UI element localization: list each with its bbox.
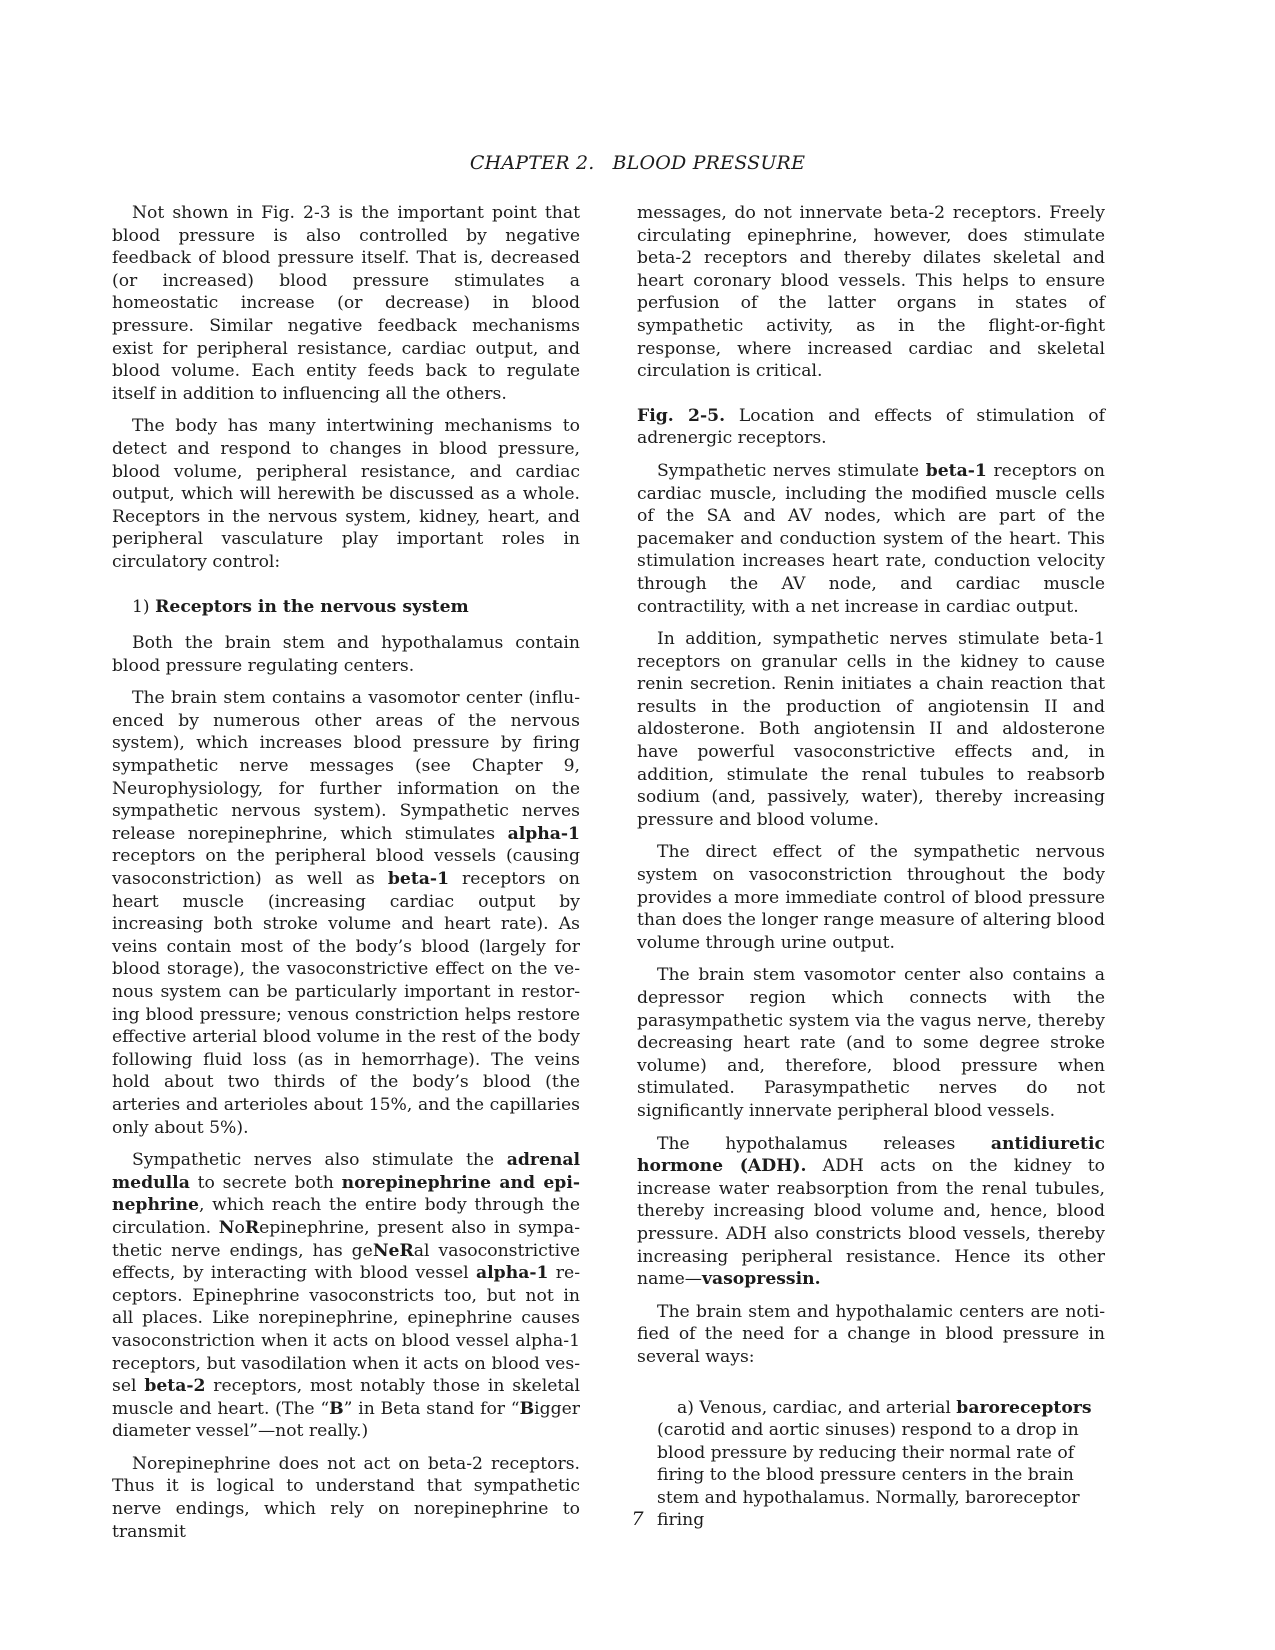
paragraph-vasomotor-center: [112, 687, 580, 1139]
paragraph-negative-feedback: Not shown in Fig. 2-3 is the important point that blood pressure is also controlled by negative feedback of blood pressure itself. That is, decreased (or increased) blood pressure stimulates a homeostatic increase (or decrease) in blood pressure. Similar negative feedback mechanisms exist for peripheral resistance, cardiac output, and blood volume. Each entity feeds back to regulate itself in addition to influencing all the others.: [112, 203, 580, 404]
paragraph-renin: In addition, sympathetic nerves stimulate beta-1 receptors on granular cells in the kidney to cause renin secretion. Renin initiates a chain reaction that results in the production of angiotensin II and aldosterone. Both angiotensin II and aldosterone have powerful vasoconstrictive effects and, in addition, stimulate the renal tubules to reabsorb sodium (and, passively, water), thereby increasing pressure and blood volume.: [637, 629, 1105, 830]
text-run: receptors on cardiac muscle, including the modified muscle cells of the SA and AV nodes, which are part of the pacemaker and conduction system of the heart. This stimulation increases heart rate, conduction velocity through the AV node, and cardiac muscle contractility, with a net increase in cardiac output.: [637, 460, 1105, 617]
text-run: ” in Beta stand for “: [343, 1398, 520, 1419]
text-run: , which reach the entire body through the circulation.: [112, 1195, 580, 1238]
paragraph-norepinephrine-beta2: Norepinephrine does not act on beta-2 receptors. Thus it is logical to understand that sympathetic nerve endings, which rely on norepinephrine to transmit: [112, 1453, 580, 1542]
section-title: Receptors in the nervous system: [155, 596, 469, 617]
text-run: receptors, most notably those in skeletal muscle and heart. (The “: [112, 1376, 581, 1419]
running-header: [0, 152, 1275, 174]
bold-term: R: [244, 1217, 260, 1238]
paragraph-notification: The brain stem and hypothalamic centers are notified of the need for a change in blood pressure in several ways:: [637, 1301, 1105, 1367]
bold-term: alpha-1: [507, 823, 580, 844]
bold-term: alpha-1: [476, 1263, 549, 1284]
chapter-title: BLOOD PRESSURE: [612, 152, 806, 174]
bold-term: beta-1: [387, 869, 450, 890]
bold-term: beta-1: [925, 460, 987, 481]
bold-term: baroreceptors: [956, 1397, 1092, 1418]
paragraph-depressor-region: The brain stem vasomotor center also contains a depressor region which connects with the parasympathetic system via the vagus nerve, thereby decreasing heart rate (and to some degree stroke volume) and, therefore, blood pressure when stimulated. Parasympathetic nerves do not significantly innervate peripheral blood vessels.: [637, 965, 1105, 1121]
bold-term: NeR: [372, 1240, 414, 1261]
paragraph-direct-effect: The direct effect of the sympathetic nervous system on vasoconstriction throughout the body provides a more immediate control of blood pressure than does the longer range measure of altering blood volume through urine output.: [637, 842, 1105, 953]
text-run: The brain stem contains a vasomotor center (influenced by numerous other areas of the nervous system), which increases blood pressure by firing sympathetic nerve messages (see Chapter 9, Neurophysiology, for further information on the sympathetic nervous system). Sympathetic nerves release norepinephrine, which stimulates: [112, 688, 580, 844]
text-run: receptors on heart muscle (increasing cardiac output by increasing both stroke volume and heart rate). As veins contain most of the body’s blood (largely for blood storage), the vasoconstrictive effect on the venous system can be particularly important in restoring blood pressure; venous constriction helps restore effective arterial blood volume in the rest of the body following fluid loss (as in hemorrhage). The veins hold about two thirds of the body’s blood (the arteries and arterioles about 15%, and the capillaries only about 5%).: [112, 869, 580, 1138]
bold-term: vasopressin.: [701, 1269, 821, 1290]
text-run: al vasoconstrictive effects, by interacting with blood vessel: [112, 1240, 581, 1284]
bold-term: B: [329, 1398, 344, 1419]
text-run: o: [234, 1217, 245, 1238]
text-run: epinephrine, present also in sympathetic nerve endings, has ge: [112, 1217, 580, 1261]
bold-term: N: [218, 1217, 235, 1238]
bold-term: adrenal medulla: [112, 1150, 580, 1193]
text-run: receptors on the peripheral blood vessels (causing vasoconstriction) as well as: [112, 846, 580, 890]
paragraph-regulating-centers: Both the brain stem and hypothalamus contain blood pressure regulating centers.: [112, 633, 580, 676]
text-run: The hypothalamus releases: [657, 1133, 991, 1154]
text-run: igger diameter vessel”—not really.): [112, 1398, 580, 1442]
text-run: receptors. Epinephrine vasoconstricts too, but not in all places. Like norepinephrine, epinephrine causes vasoconstriction when it acts on blood vessel alpha-1 receptors, but vasodilation when it acts on blood vessel: [112, 1263, 580, 1397]
figure-label: Fig. 2-5.: [637, 405, 726, 426]
text-run: ADH acts on the kidney to increase water reabsorption from the renal tubules, thereby increasing blood volume and, hence, blood pressure. ADH also constricts blood vessels, thereby increasing peripheral resistance. Hence its other name—: [637, 1156, 1105, 1290]
paragraph-adrenal-medulla: [112, 1149, 580, 1443]
paragraph-intertwining-mechanisms: The body has many intertwining mechanisms to detect and respond to changes in blood pressure, blood volume, peripheral resistance, and cardiac output, which will herewith be discussed as a whole. Receptors in the nervous system, kidney, heart, and peripheral vasculature play important roles in circulatory control:: [112, 416, 580, 572]
paragraph-beta1-cardiac: [637, 460, 1105, 618]
section-heading: [112, 596, 580, 619]
paragraph-adh: [637, 1133, 1105, 1291]
figure-caption-text: Location and effects of stimulation of adrenergic receptors.: [637, 405, 1105, 449]
bold-term: antidiuretic hormone (ADH).: [637, 1133, 1105, 1177]
section-number: 1): [132, 596, 150, 617]
text-run: a) Venous, cardiac, and arterial: [677, 1397, 957, 1418]
chapter-label: CHAPTER 2.: [469, 152, 595, 174]
text-run: Sympathetic nerves also stimulate the: [132, 1150, 507, 1171]
paragraph-circulating-epinephrine: messages, do not innervate beta-2 receptors. Freely circulating epinephrine, however, does stimulate beta-2 receptors and thereby dilates skeletal and heart coronary blood vessels. This helps to ensure perfusion of the latter organs in states of sympathetic activity, as in the flight-or-fight response, where increased cardiac and skeletal circulation is critical.: [637, 203, 1105, 382]
bold-term: norepinephrine and epinephrine: [112, 1172, 580, 1216]
text-run: (carotid and aortic sinuses) respond to a drop in blood pressure by reducing their normal rate of firing to the blood pressure centers in the brain stem and hypothalamus. Normally, baroreceptor firing: [657, 1420, 1080, 1531]
figure-caption: [637, 405, 1105, 450]
page-number: 7: [631, 1508, 644, 1530]
right-column: [637, 202, 1105, 1542]
bold-term: B: [519, 1398, 535, 1419]
text-run: to secrete both: [189, 1172, 342, 1193]
text-run: Sympathetic nerves stimulate: [657, 460, 926, 481]
bold-term: beta-2: [144, 1376, 206, 1397]
left-column: [112, 202, 580, 1553]
